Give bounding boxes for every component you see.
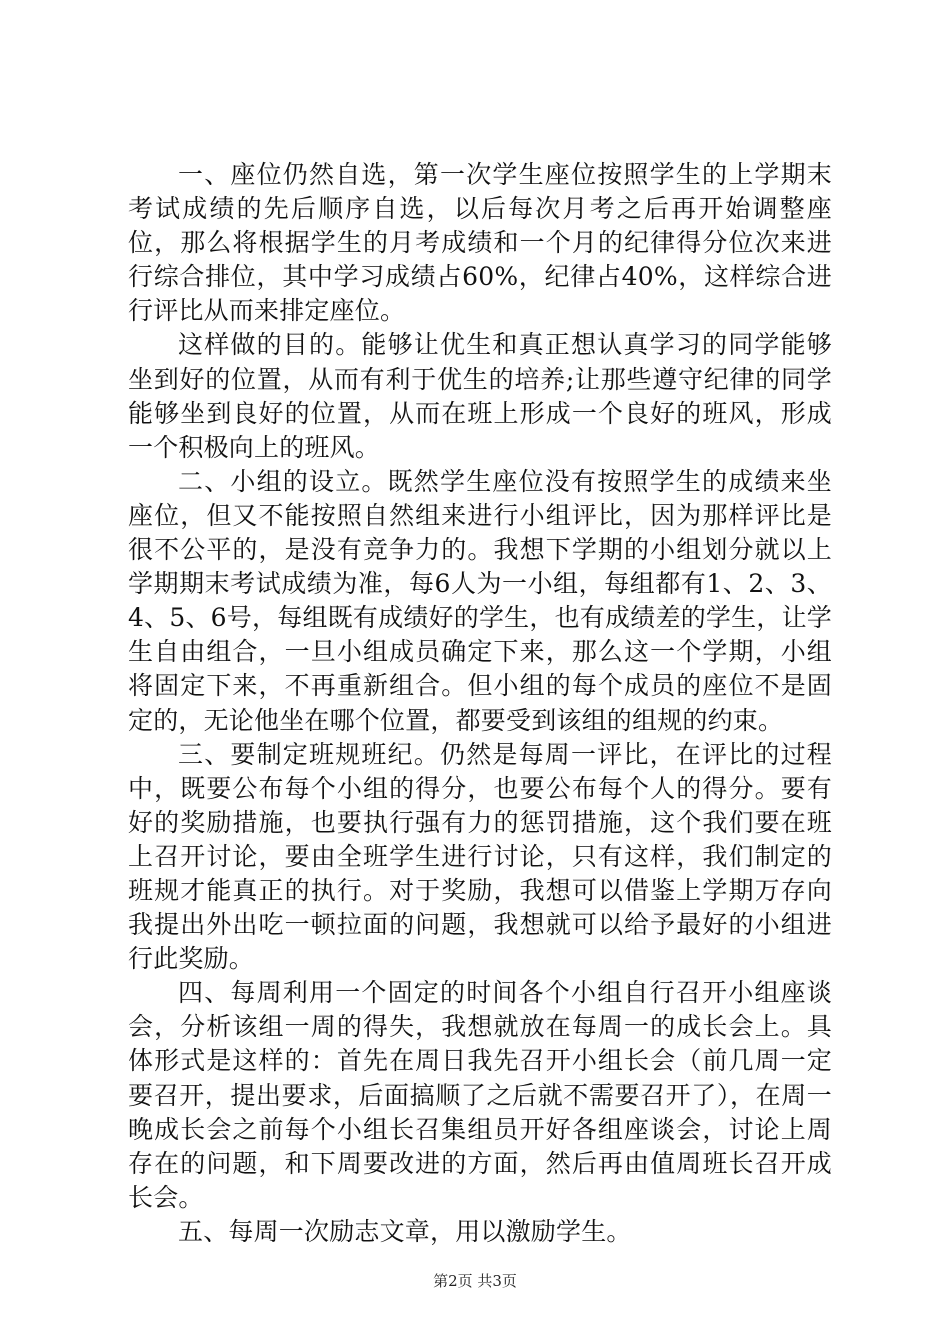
document-body (128, 158, 832, 1249)
paragraph-weekly-meeting: 四、每周利用一个固定的时间各个小组自行召开小组座谈会，分析该组一周的得失，我想就放在每周一的成长会上。具体形式是这样的：首先在周日我先召开小组长会（前几周一定要召开，提出要求，后面搞顺了之后就不需要召开了），在周一晚成长会之前每个小组长召集组员开好各组座谈会，讨论上周存在的问题，和下周要改进的方面，然后再由值周班长召开成长会。 (128, 978, 832, 1212)
paragraph-group-setup: 二、小组的设立。既然学生座位没有按照学生的成绩来坐座位，但又不能按照自然组来进行小组评比，因为那样评比是很不公平的，是没有竞争力的。我想下学期的小组划分就以上学期期末考试成绩为准，每6人为一小组，每组都有1、2、3、4、5、6号，每组既有成绩好的学生，也有成绩差的学生，让学生自由组合，一旦小组成员确定下来，那么这一个学期，小组将固定下来，不再重新组合。但小组的每个成员的座位不是固定的，无论他坐在哪个位置，都要受到该组的组规的约束。 (128, 466, 832, 735)
page-footer: 第2页 共3页 (433, 1272, 517, 1290)
paragraph-purpose: 这样做的目的。能够让优生和真正想认真学习的同学能够坐到好的位置，从而有利于优生的培养;让那些遵守纪律的同学能够坐到良好的位置，从而在班上形成一个良好的班风，形成一个积极向上的班风。 (128, 330, 832, 462)
paragraph-class-rules: 三、要制定班规班纪。仍然是每周一评比，在评比的过程中，既要公布每个小组的得分，也要公布每个人的得分。要有好的奖励措施，也要执行强有力的惩罚措施，这个我们要在班上召开讨论，要由全班学生进行讨论，只有这样，我们制定的班规才能真正的执行。对于奖励，我想可以借鉴上学期万存向我提出外出吃一顿拉面的问题，我想就可以给予最好的小组进行此奖励。 (128, 739, 832, 974)
paragraph-seat-selection: 一、座位仍然自选，第一次学生座位按照学生的上学期末考试成绩的先后顺序自选，以后每次月考之后再开始调整座位，那么将根据学生的月考成绩和一个月的纪律得分位次来进行综合排位，其中学习成绩占60%，纪律占40%，这样综合进行评比从而来排定座位。 (128, 160, 832, 326)
paragraph-inspirational-articles: 五、每周一次励志文章，用以激励学生。 (178, 1216, 632, 1246)
